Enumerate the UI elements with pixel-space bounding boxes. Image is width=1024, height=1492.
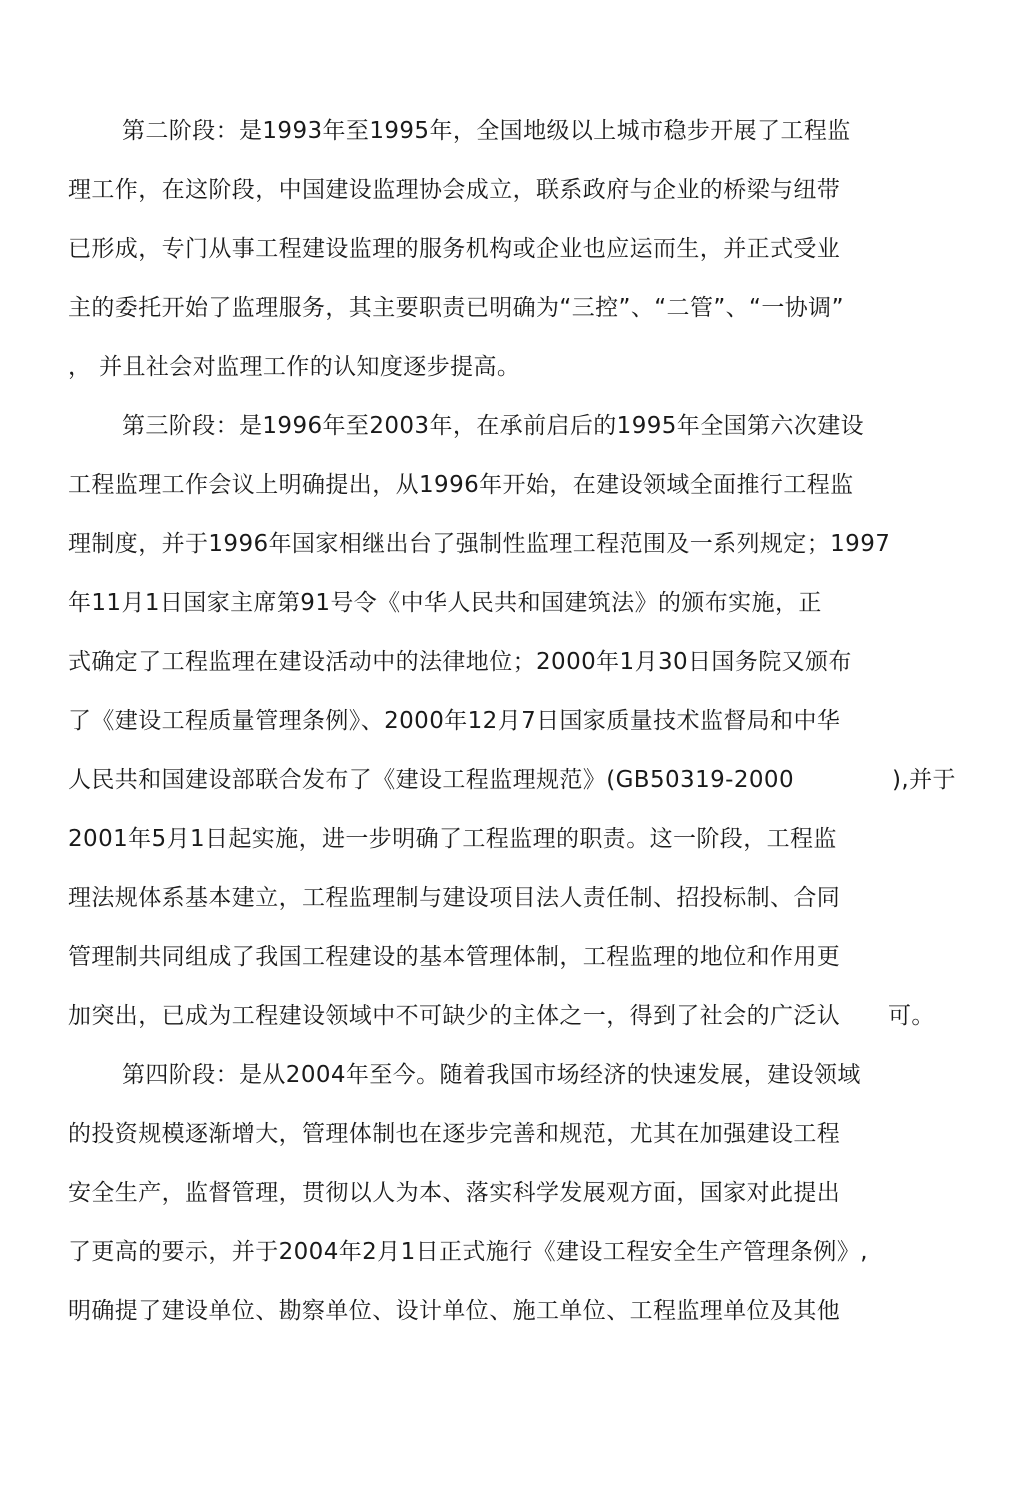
text-line: 工程监理工作会议上明确提出，从1996年开始，在建设领域全面推行工程监 — [68, 472, 854, 498]
text-line: 了更高的要示，并于2004年2月1日正式施行《建设工程安全生产管理条例》, — [68, 1239, 868, 1265]
text-line: 了《建设工程质量管理条例》、2000年12月7日国家质量技术监督局和中华 — [68, 708, 841, 734]
text-line: 已形成，专门从事工程建设监理的服务机构或企业也应运而生，并正式受业 — [68, 236, 841, 262]
text-line: 明确提了建设单位、勘察单位、设计单位、施工单位、工程监理单位及其他 — [68, 1298, 841, 1324]
text-line: 主的委托开始了监理服务，其主要职责已明确为“三控”、“二管”、“一协调” — [68, 295, 844, 321]
text-line: 管理制共同组成了我国工程建设的基本管理体制，工程监理的地位和作用更 — [68, 944, 841, 970]
text-line: 理制度，并于1996年国家相继出台了强制性监理工程范围及一系列规定；1997 — [68, 531, 891, 557]
text-line-tail: ),并于 — [892, 767, 956, 793]
text-line: 安全生产，监督管理，贯彻以人为本、落实科学发展观方面，国家对此提出 — [68, 1180, 841, 1206]
text-line: 年11月1日国家主席第91号令《中华人民共和国建筑法》的颁布实施，正 — [68, 590, 822, 616]
text-line: 理法规体系基本建立，工程监理制与建设项目法人责任制、招投标制、合同 — [68, 885, 841, 911]
text-line: 2001年5月1日起实施，进一步明确了工程监理的职责。这一阶段，工程监 — [68, 826, 837, 852]
text-line: 理工作，在这阶段，中国建设监理协会成立，联系政府与企业的桥梁与纽带 — [68, 177, 841, 203]
text-line: 加突出，已成为工程建设领域中不可缺少的主体之一，得到了社会的广泛认 — [68, 1003, 841, 1029]
text-line: 第四阶段：是从2004年至今。随着我国市场经济的快速发展，建设领域 — [122, 1062, 861, 1088]
text-line: 的投资规模逐渐增大，管理体制也在逐步完善和规范，尤其在加强建设工程 — [68, 1121, 841, 1147]
text-line: 人民共和国建设部联合发布了《建设工程监理规范》(GB50319-2000 — [68, 767, 794, 793]
text-line: 式确定了工程监理在建设活动中的法律地位；2000年1月30日国务院又颁布 — [68, 649, 852, 675]
text-line-tail: 可。 — [888, 1003, 935, 1029]
text-line: 第二阶段：是1993年至1995年，全国地级以上城市稳步开展了工程监 — [122, 118, 851, 144]
text-line: ， 并且社会对监理工作的认知度逐步提高。 — [68, 354, 521, 380]
text-line: 第三阶段：是1996年至2003年，在承前启后的1995年全国第六次建设 — [122, 413, 864, 439]
